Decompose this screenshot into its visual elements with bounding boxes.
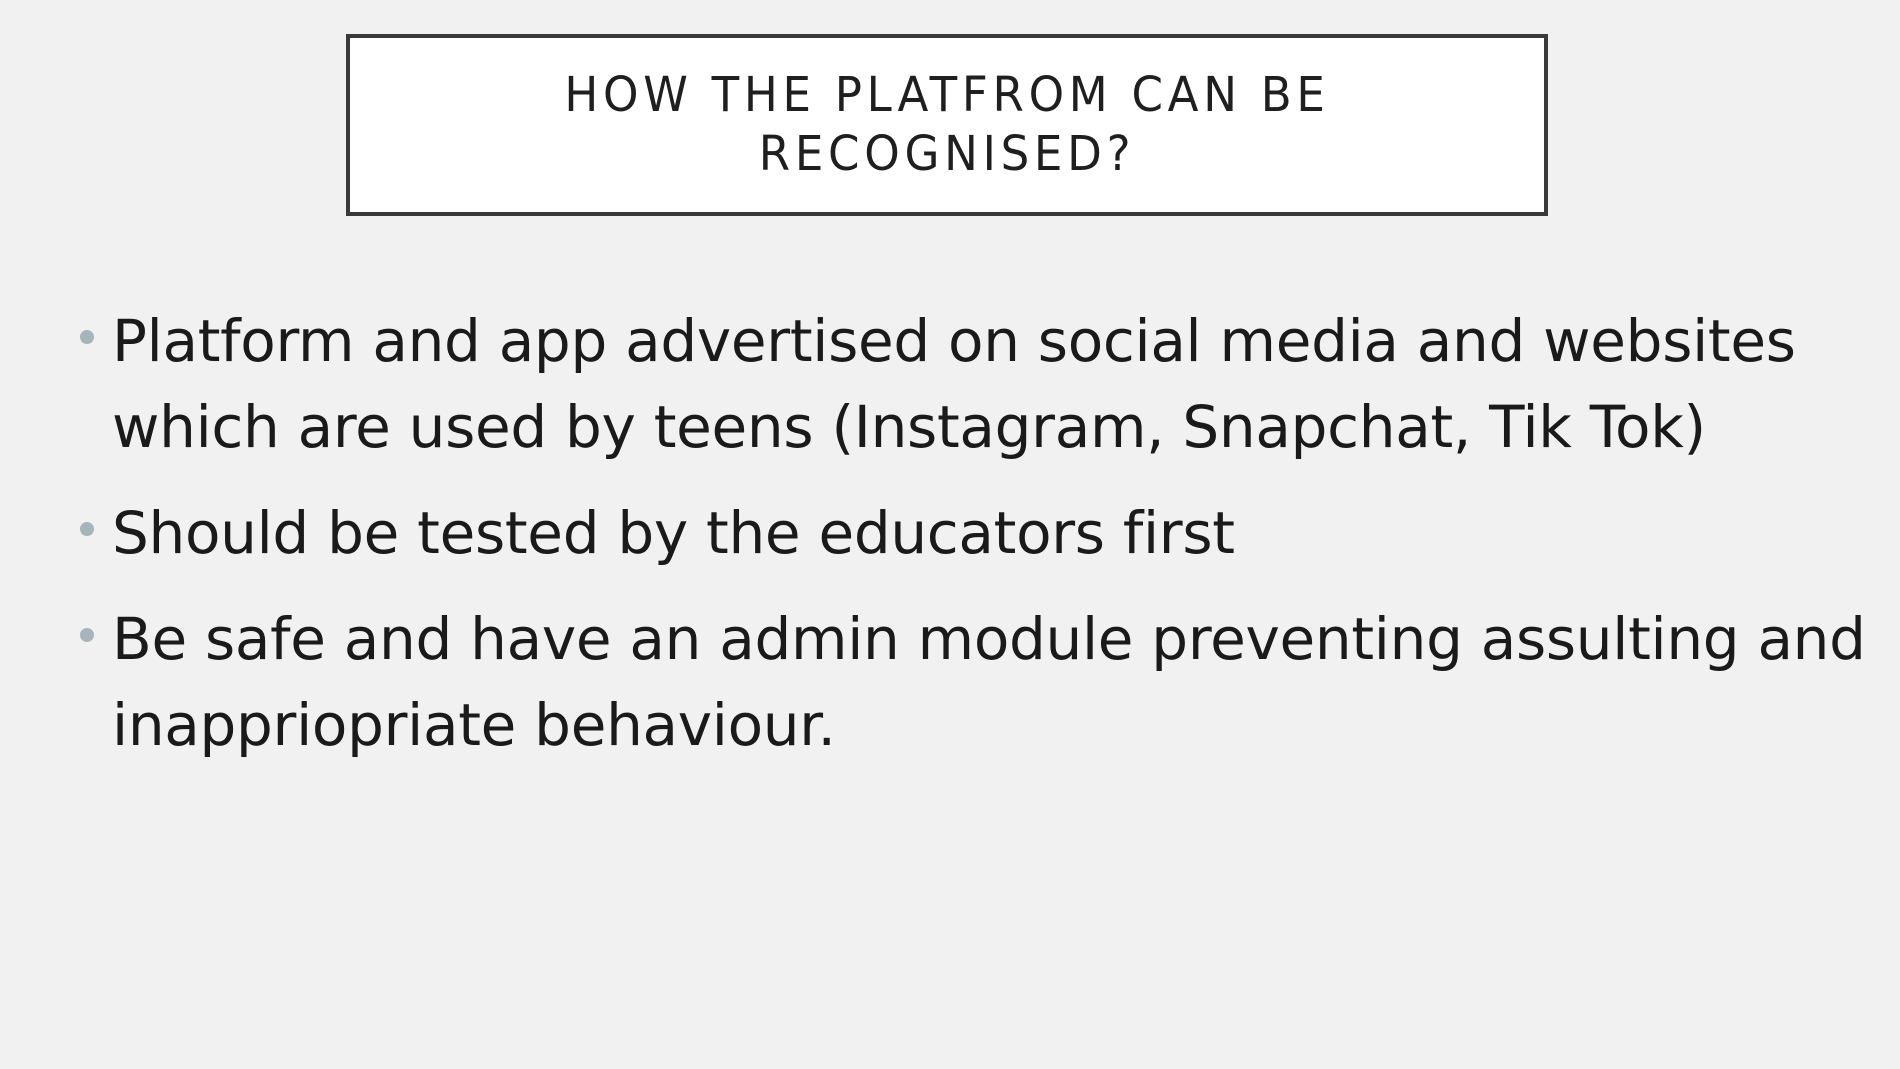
bullet-item [78, 490, 1868, 576]
title-box [346, 34, 1548, 216]
bullet-text: Platform and app advertised on social media and websites which are used by teens (Instagram, Snapchat, Tik Tok) [112, 307, 1796, 461]
slide-title: HOW THE PLATFROM CAN BE RECOGNISED? [564, 67, 1330, 182]
bullet-marker-icon [80, 522, 94, 536]
bullet-item [78, 596, 1868, 768]
bullet-text: Should be tested by the educators first [112, 499, 1235, 567]
bullet-marker-icon [80, 628, 94, 642]
bullet-item [78, 298, 1868, 470]
bullet-text: Be safe and have an admin module preventing assulting and inappriopriate behaviour. [112, 605, 1866, 759]
bullet-marker-icon [80, 330, 94, 344]
bullet-list [78, 298, 1868, 788]
